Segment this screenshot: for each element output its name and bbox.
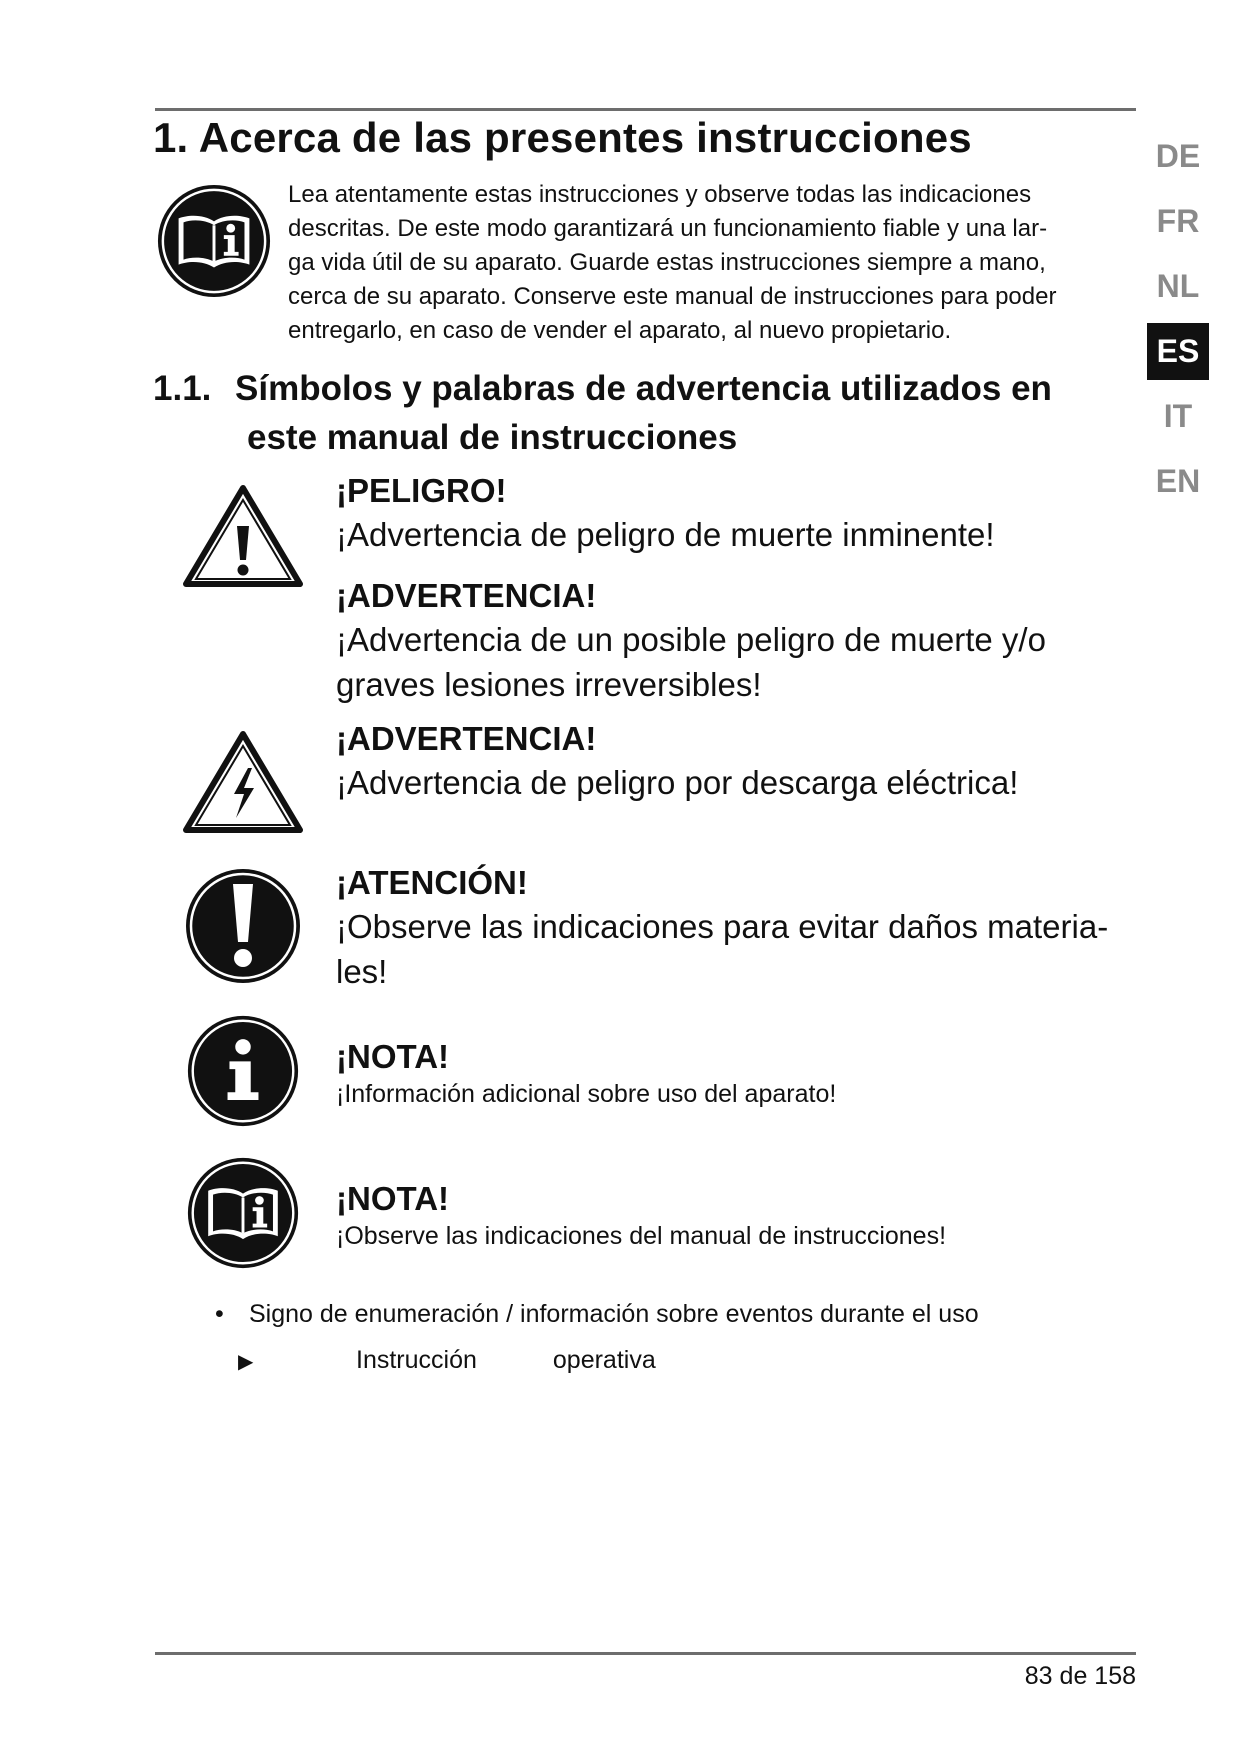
warning-atencion <box>336 862 1136 994</box>
intro-text: Lea atentamente estas instrucciones y observe todas las indicaciones descritas. De este modo garantizará un funcionamiento fiable y una lar- ga vida útil de su aparato. Guarde estas instrucciones siempre a mano, cerca de su aparato. Conserve este manual de instrucciones para poder entregarlo, en caso de vender el aparato, al nuevo propietario. <box>288 181 1057 344</box>
legend-bullet: • Signo de enumeración / información sobre eventos durante el uso <box>215 1300 979 1328</box>
lang-tab-en[interactable]: EN <box>1155 463 1201 499</box>
warning-advertencia <box>336 575 1136 707</box>
warning-text: ¡Observe las indicaciones para evitar daños materia- <box>336 908 1109 945</box>
page-number: 83 de 158 <box>1024 1662 1136 1690</box>
bullet-icon: • <box>215 1300 224 1328</box>
warning-text: ¡Advertencia de peligro de muerte inminente! <box>336 516 995 553</box>
top-rule <box>155 108 1136 111</box>
warning-label: ¡ADVERTENCIA! <box>336 577 597 614</box>
lang-tab-it[interactable]: IT <box>1163 398 1193 434</box>
play-arrow-icon: ▶ <box>238 1351 254 1373</box>
manual-book-icon <box>185 1155 301 1271</box>
subsection-title: 1.1. Símbolos y palabras de advertencia utilizados en este manual de instrucciones <box>153 369 1052 457</box>
lang-tab-fr[interactable]: FR <box>1156 203 1200 239</box>
warning-label: ¡PELIGRO! <box>336 472 507 509</box>
note-text: ¡Información adicional sobre uso del aparato! <box>336 1080 837 1108</box>
warning-descarga <box>336 718 1136 805</box>
warning-text: ¡Advertencia de peligro por descarga eléctrica! <box>336 764 1019 801</box>
note-text: ¡Observe las indicaciones del manual de instrucciones! <box>336 1222 947 1250</box>
warning-label: ¡ATENCIÓN! <box>336 864 528 901</box>
warning-label: ¡ADVERTENCIA! <box>336 720 597 757</box>
warning-peligro <box>336 470 1136 557</box>
electric-hazard-icon <box>182 730 304 836</box>
bottom-rule <box>155 1652 1136 1655</box>
section-title: 1. Acerca de las presentes instrucciones <box>153 114 972 161</box>
manual-book-icon <box>155 182 273 300</box>
warning-text: les! <box>336 953 388 990</box>
legend-instruction: ▶ Instrucción operativa <box>238 1344 656 1378</box>
note-label: ¡NOTA! <box>336 1180 450 1217</box>
warning-text: graves lesiones irreversibles! <box>336 666 762 703</box>
info-circle-icon <box>185 1013 301 1129</box>
language-tabs <box>1147 128 1209 518</box>
note-manual <box>336 1178 1136 1252</box>
note-info <box>336 1036 1136 1110</box>
exclamation-circle-icon <box>183 866 303 986</box>
warning-triangle-icon <box>182 484 304 590</box>
note-label: ¡NOTA! <box>336 1038 450 1075</box>
warning-text: ¡Advertencia de un posible peligro de muerte y/o <box>336 621 1046 658</box>
lang-tab-es[interactable]: ES <box>1147 323 1209 380</box>
lang-tab-nl[interactable]: NL <box>1156 268 1200 304</box>
lang-tab-de[interactable]: DE <box>1155 138 1201 174</box>
